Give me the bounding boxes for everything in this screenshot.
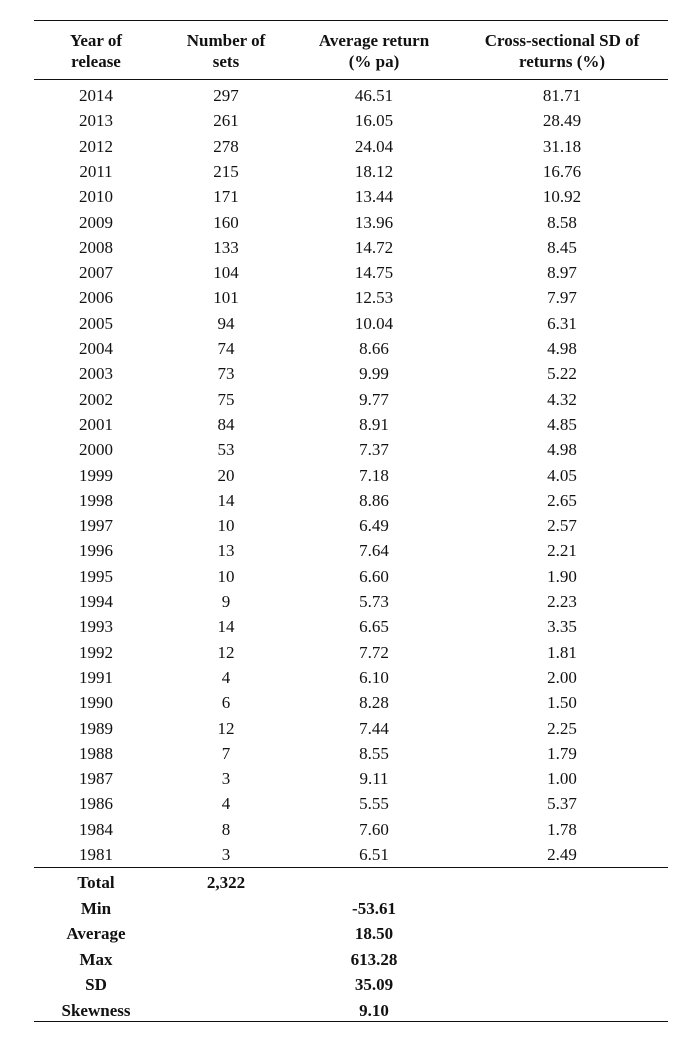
average-return-cell: 6.51 — [359, 845, 389, 864]
table-row — [0, 437, 700, 462]
summary-value: 35.09 — [354, 975, 394, 994]
header-year — [46, 30, 146, 72]
sd-cell: 2.65 — [547, 490, 577, 510]
average-return-cell: 8.55 — [359, 743, 389, 763]
average-return-cell: 7.64 — [359, 541, 389, 561]
average-return-cell: 5.55 — [359, 794, 389, 814]
table-row — [0, 766, 700, 791]
sets-cell: 73 — [217, 364, 235, 384]
average-return-cell: 9.99 — [359, 364, 389, 384]
sd-cell: 10.92 — [542, 187, 582, 207]
sets-cell: 104 — [213, 263, 239, 283]
sd-cell: 8.97 — [547, 263, 577, 283]
table-row — [0, 614, 700, 639]
sd-cell: 2.23 — [547, 592, 577, 611]
sets-cell: 20 — [217, 465, 235, 485]
summary-row — [0, 998, 700, 1024]
average-return-cell: 7.44 — [359, 718, 389, 738]
table-row — [0, 690, 700, 715]
summary-label: Total — [77, 873, 115, 892]
summary-value: -53.61 — [352, 898, 396, 918]
sets-cell: 3 — [221, 769, 231, 789]
summary-value: 613.28 — [350, 949, 398, 969]
table-row — [0, 842, 700, 867]
sd-cell: 5.37 — [547, 794, 577, 814]
average-return-cell: 5.73 — [359, 592, 389, 611]
table-row — [0, 488, 700, 513]
table-row — [0, 817, 700, 842]
header-rule — [34, 79, 668, 80]
sets-cell: 74 — [217, 339, 235, 358]
table-row — [0, 260, 700, 285]
sets-cell: 13 — [217, 541, 235, 561]
summary-label: Max — [79, 949, 113, 969]
summary-label: Skewness — [61, 1000, 131, 1020]
year-cell: 2014 — [79, 86, 113, 105]
sd-cell: 4.85 — [547, 414, 577, 434]
year-cell: 2000 — [79, 440, 113, 460]
year-cell: 2012 — [79, 136, 113, 156]
sets-cell: 14 — [217, 617, 235, 637]
summary-label: SD — [85, 975, 107, 994]
year-cell: 2006 — [79, 288, 113, 308]
year-cell: 1991 — [79, 667, 113, 687]
average-return-cell: 13.44 — [354, 187, 394, 207]
header-sd-line-1: Cross-sectional SD of — [484, 31, 640, 50]
header-avg-line-2: (% pa) — [348, 52, 400, 71]
sets-cell: 261 — [213, 111, 239, 131]
sd-cell: 1.00 — [547, 769, 577, 789]
table-row — [0, 285, 700, 310]
sets-cell: 4 — [221, 667, 231, 687]
sd-cell: 6.31 — [547, 313, 577, 333]
average-return-cell: 18.12 — [354, 161, 394, 181]
sets-cell: 133 — [213, 237, 239, 257]
year-cell: 1989 — [79, 718, 113, 738]
average-return-cell: 7.72 — [359, 642, 389, 662]
table-row — [0, 716, 700, 741]
sets-cell: 6 — [221, 693, 231, 713]
sets-cell: 10 — [217, 566, 235, 586]
sd-cell: 4.05 — [547, 465, 577, 485]
year-cell: 2013 — [79, 111, 113, 131]
table-row — [0, 361, 700, 386]
sd-cell: 81.71 — [542, 86, 582, 105]
year-cell: 2004 — [79, 339, 113, 358]
header-avg-line-1: Average return — [318, 31, 430, 50]
table-row — [0, 387, 700, 412]
table-row — [0, 589, 700, 614]
sets-cell: 171 — [213, 187, 239, 207]
sd-cell: 2.57 — [547, 516, 577, 536]
sets-cell: 14 — [217, 490, 235, 510]
average-return-cell: 13.96 — [354, 212, 394, 232]
year-cell: 1998 — [79, 490, 113, 510]
year-cell: 1995 — [79, 566, 113, 586]
header-sets — [166, 30, 286, 72]
average-return-cell: 12.53 — [354, 288, 394, 308]
year-cell: 1994 — [79, 592, 113, 611]
summary-row — [0, 896, 700, 922]
body-rule — [34, 867, 668, 868]
year-cell: 1981 — [79, 845, 113, 864]
year-cell: 1986 — [79, 794, 113, 814]
header-average-return — [294, 30, 454, 72]
table-row — [0, 336, 700, 361]
year-cell: 2011 — [79, 161, 113, 181]
year-cell: 1993 — [79, 617, 113, 637]
table-row — [0, 665, 700, 690]
sets-cell: 160 — [213, 212, 239, 232]
sd-cell: 1.90 — [547, 566, 577, 586]
year-cell: 1987 — [79, 769, 113, 789]
sets-cell: 7 — [221, 743, 231, 763]
sd-cell: 31.18 — [542, 136, 582, 156]
sd-cell: 8.58 — [547, 212, 577, 232]
sd-cell: 2.25 — [547, 718, 577, 738]
average-return-cell: 8.91 — [359, 414, 389, 434]
year-cell: 2002 — [79, 389, 113, 409]
header-sets-line-2: sets — [212, 52, 240, 71]
sd-cell: 8.45 — [547, 237, 577, 257]
summary-sets: 2,322 — [206, 873, 246, 892]
sd-cell: 4.98 — [547, 339, 577, 358]
table-row — [0, 412, 700, 437]
sd-cell: 7.97 — [547, 288, 577, 308]
summary-row — [0, 921, 700, 947]
table-row — [0, 741, 700, 766]
sd-cell: 4.98 — [547, 440, 577, 460]
average-return-cell: 24.04 — [354, 136, 394, 156]
year-cell: 2009 — [79, 212, 113, 232]
header-cross-sectional-sd — [458, 30, 666, 72]
table-row — [0, 184, 700, 209]
sets-cell: 12 — [217, 718, 235, 738]
year-cell: 1984 — [79, 819, 113, 839]
summary-label: Average — [66, 924, 126, 943]
header-year-line-1: Year of — [69, 31, 123, 50]
sets-cell: 8 — [221, 819, 231, 839]
sd-cell: 1.79 — [547, 743, 577, 763]
year-cell: 1988 — [79, 743, 113, 763]
year-cell: 1997 — [79, 516, 113, 536]
table-row — [0, 108, 700, 133]
sd-cell: 2.49 — [547, 845, 577, 864]
sd-cell: 4.32 — [547, 389, 577, 409]
average-return-cell: 6.49 — [359, 516, 389, 536]
average-return-cell: 10.04 — [354, 313, 394, 333]
year-cell: 1999 — [79, 465, 113, 485]
summary-row — [0, 972, 700, 998]
year-cell: 2007 — [79, 263, 113, 283]
sets-cell: 3 — [221, 845, 231, 864]
summary-value: 18.50 — [354, 924, 394, 943]
sd-cell: 2.00 — [547, 667, 577, 687]
average-return-cell: 7.18 — [359, 465, 389, 485]
table-top-rule — [34, 20, 668, 21]
summary-row — [0, 947, 700, 973]
sd-cell: 5.22 — [547, 364, 577, 384]
average-return-cell: 6.60 — [359, 566, 389, 586]
sets-cell: 9 — [221, 592, 231, 611]
table-row — [0, 235, 700, 260]
average-return-cell: 14.72 — [354, 237, 394, 257]
table-row — [0, 159, 700, 184]
average-return-cell: 7.37 — [359, 440, 389, 460]
average-return-cell: 6.10 — [359, 667, 389, 687]
table-row — [0, 640, 700, 665]
summary-label: Min — [80, 898, 112, 918]
average-return-cell: 6.65 — [359, 617, 389, 637]
sets-cell: 297 — [213, 86, 239, 105]
sd-cell: 1.50 — [547, 693, 577, 713]
sets-cell: 53 — [217, 440, 235, 460]
sd-cell: 28.49 — [542, 111, 582, 131]
year-cell: 2003 — [79, 364, 113, 384]
summary-value: 9.10 — [359, 1000, 389, 1020]
sets-cell: 75 — [217, 389, 235, 409]
average-return-cell: 9.11 — [359, 769, 389, 789]
average-return-cell: 9.77 — [359, 389, 389, 409]
sets-cell: 12 — [217, 642, 235, 662]
year-cell: 1996 — [79, 541, 113, 561]
year-cell: 2008 — [79, 237, 113, 257]
table-row — [0, 791, 700, 816]
sd-cell: 1.81 — [547, 642, 577, 662]
table-bottom-rule — [34, 1021, 668, 1022]
average-return-cell: 16.05 — [354, 111, 394, 131]
table-row — [0, 311, 700, 336]
sets-cell: 84 — [217, 414, 235, 434]
sd-cell: 1.78 — [547, 819, 577, 839]
sets-cell: 101 — [213, 288, 239, 308]
average-return-cell: 14.75 — [354, 263, 394, 283]
table-row — [0, 210, 700, 235]
sets-cell: 94 — [217, 313, 235, 333]
table-row — [0, 538, 700, 563]
sd-cell: 2.21 — [547, 541, 577, 561]
table-row — [0, 83, 700, 108]
header-sets-line-1: Number of — [186, 31, 266, 50]
sd-cell: 3.35 — [547, 617, 577, 637]
year-cell: 2010 — [79, 187, 113, 207]
header-year-line-2: release — [71, 52, 121, 71]
table-row — [0, 463, 700, 488]
year-cell: 2005 — [79, 313, 113, 333]
year-cell: 2001 — [79, 414, 113, 434]
summary-row — [0, 870, 700, 896]
sd-cell: 16.76 — [542, 161, 582, 181]
sets-cell: 4 — [221, 794, 231, 814]
average-return-cell: 46.51 — [354, 86, 394, 105]
average-return-cell: 8.86 — [359, 490, 389, 510]
sets-cell: 278 — [213, 136, 239, 156]
average-return-cell: 8.66 — [359, 339, 389, 358]
header-sd-line-2: returns (%) — [518, 52, 606, 71]
table-row — [0, 134, 700, 159]
year-cell: 1992 — [79, 642, 113, 662]
sets-cell: 215 — [213, 161, 239, 181]
average-return-cell: 7.60 — [359, 819, 389, 839]
sets-cell: 10 — [217, 516, 235, 536]
table-row — [0, 564, 700, 589]
table-row — [0, 513, 700, 538]
average-return-cell: 8.28 — [359, 693, 389, 713]
year-cell: 1990 — [79, 693, 113, 713]
